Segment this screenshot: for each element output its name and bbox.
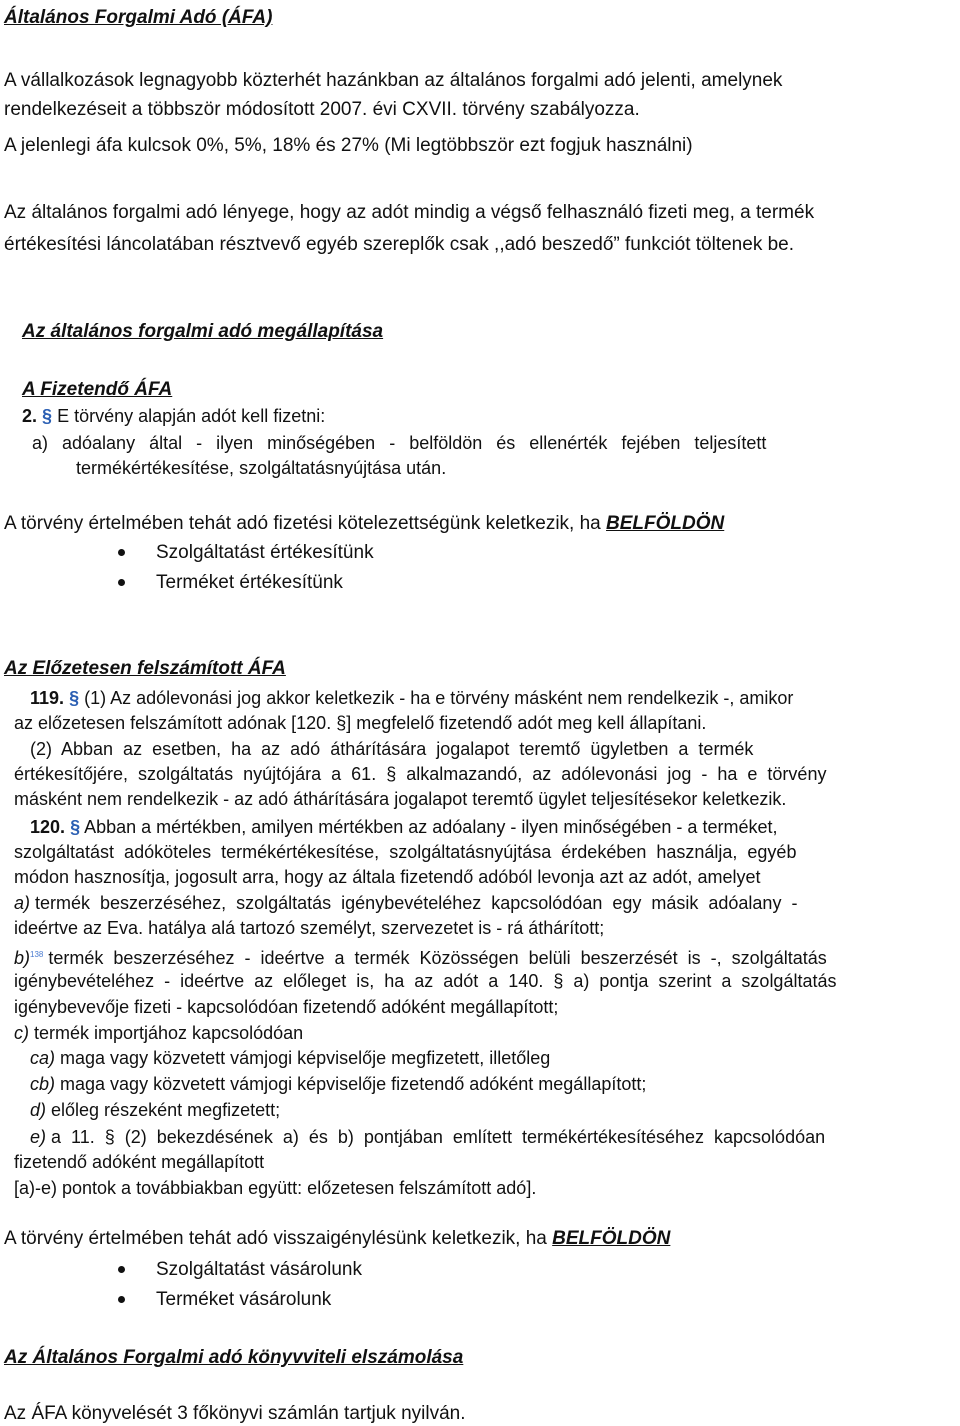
list-item: Terméket vásárolunk [156, 1289, 332, 1310]
intro-line: rendelkezéseit a többször módosított 2007. évi CXVII. törvény szabályozza. [4, 99, 640, 120]
law-line [30, 815, 777, 839]
item-letter: d) [30, 1100, 47, 1120]
law-line [14, 916, 604, 940]
bullet-icon [118, 549, 125, 556]
section-sign: § [70, 817, 81, 837]
item-letter: e) [30, 1127, 47, 1147]
law-line [14, 943, 827, 970]
list-item: Szolgáltatást vásárolunk [156, 1259, 362, 1280]
section-heading: Az Általános Forgalmi adó könyvviteli elszámolása [4, 1347, 464, 1368]
law-line [30, 1098, 280, 1122]
conclusion-line [4, 512, 724, 536]
law-line [14, 762, 826, 786]
section-heading: Az általános forgalmi adó megállapítása [22, 321, 384, 342]
section-heading: Az Előzetesen felszámított ÁFA [4, 658, 286, 679]
line-text: az előzetesen felszámított adónak [120. §] megfelelő fizetendő adót meg kell állapítani. [14, 713, 707, 733]
section-sign: § [69, 688, 80, 708]
law-line [30, 1046, 550, 1070]
law-line [14, 1021, 303, 1045]
line-text: módon hasznosítja, jogosult arra, hogy az általa fizetendő adóból levonja azt az adót, amelyet [14, 867, 761, 887]
law-item: a) adóalany által - ilyen minőségében - belföldön és ellenérték fejében teljesített [32, 433, 767, 453]
line-text: másként nem rendelkezik - az adó áthárítására jogalapot teremtő ügylet teljesítésekor keletkezik. [14, 789, 787, 809]
line-text: (1) Az adólevonási jog akkor keletkezik - ha e törvény másként nem rendelkezik -, amikor [79, 688, 794, 708]
bullet-icon [118, 1266, 125, 1273]
section-sign: § [42, 406, 53, 426]
list-item: Terméket értékesítünk [156, 572, 343, 593]
law-line [14, 865, 760, 889]
paragraph-number: 119. [30, 688, 65, 708]
paragraph-text: E törvény alapján adót kell fizetni: [57, 406, 326, 426]
page-title: Általános Forgalmi Adó (ÁFA) [4, 7, 273, 28]
line-text: előleg részeként megfizetett; [46, 1100, 281, 1120]
line-text: [a)-e) pontok a továbbiakban együtt: előzetesen felszámított adó]. [14, 1178, 537, 1198]
item-letter: ca) [30, 1048, 56, 1068]
emphasis: BELFÖLDÖN [606, 513, 725, 534]
law-line [14, 711, 706, 735]
paragraph-number: 2. [22, 406, 38, 426]
item-letter: c) [14, 1023, 29, 1043]
list-item: Szolgáltatást értékesítünk [156, 542, 374, 563]
line-text: értékesítőjére, szolgáltatás nyújtójára a 61. § alkalmazandó, az adólevonási jog - ha e törvény [14, 764, 827, 784]
line-text: termék beszerzéséhez - ideértve a termék Közösségen belüli beszerzését is -, szolgáltatás [43, 948, 827, 968]
line-text: Abban a mértékben, amilyen mértékben az adóalany - ilyen minőségében - a terméket, [80, 817, 778, 837]
line-text: a 11. § (2) bekezdésének a) és b) pontjában említett termékértékesítéséhez kapcsolódóan [46, 1127, 826, 1147]
law-paragraph [22, 404, 325, 428]
line-text: (2) Abban az esetben, ha az adó áthárítására jogalapot teremtő ügyletben a termék [30, 739, 754, 759]
line-text: maga vagy közvetett vámjogi képviselője megfizetett, illetőleg [55, 1048, 551, 1068]
law-line [30, 737, 753, 761]
line-text: maga vagy közvetett vámjogi képviselője fizetendő adóként megállapított; [55, 1074, 647, 1094]
bullet-icon [118, 579, 125, 586]
conclusion-text: A törvény értelmében tehát adó fizetési kötelezettségünk keletkezik, ha [4, 513, 607, 534]
paragraph-number: 120. [30, 817, 66, 837]
intro-line: Az általános forgalmi adó lényege, hogy az adót mindig a végső felhasználó fizeti meg, a termék [4, 202, 815, 223]
law-line [14, 840, 796, 864]
law-line [14, 1176, 536, 1200]
line-text: fizetendő adóként megállapított [14, 1152, 265, 1172]
law-line [30, 1125, 825, 1149]
line-text: szolgáltatást adóköteles termékértékesítése, szolgáltatásnyújtása érdekében használja, egyéb [14, 842, 797, 862]
law-line [14, 787, 786, 811]
line-text: termék beszerzéséhez, szolgáltatás igénybevételéhez kapcsolódóan egy másik adóalany - [30, 893, 798, 913]
law-line [14, 969, 836, 993]
law-line [14, 1150, 264, 1174]
bullet-icon [118, 1296, 125, 1303]
intro-line: A vállalkozások legnagyobb közterhét hazánkban az általános forgalmi adó jelenti, amelynek [4, 70, 783, 91]
intro-line: A jelenlegi áfa kulcsok 0%, 5%, 18% és 27% (Mi legtöbbször ezt fogjuk használni) [4, 135, 693, 156]
emphasis: BELFÖLDÖN [552, 1228, 671, 1249]
law-line [14, 891, 797, 915]
line-text: termék importjához kapcsolódóan [29, 1023, 304, 1043]
item-letter: cb) [30, 1074, 56, 1094]
law-line [30, 1072, 646, 1096]
line-text: igénybevevője fizeti - kapcsolódóan fizetendő adóként megállapított; [14, 997, 559, 1017]
body-text: Az ÁFA könyvelését 3 főkönyvi számlán tartjuk nyilván. [4, 1403, 466, 1424]
item-letter: a) [14, 893, 31, 913]
line-text: ideértve az Eva. hatálya alá tartozó személyt, szervezetet is - rá áthárított; [14, 918, 605, 938]
law-item: termékértékesítése, szolgáltatásnyújtása után. [76, 458, 447, 478]
line-text: igénybevételéhez - ideértve az előleget is, ha az adót a 140. § a) pontja szerint a szolgáltatás [14, 971, 837, 991]
conclusion-line [4, 1227, 670, 1251]
intro-line: értékesítési láncolatában résztvevő egyéb szereplők csak ,,adó beszedő” funkciót töltenek be. [4, 234, 795, 255]
law-line [30, 686, 793, 710]
footnote-link[interactable]: 138 [30, 950, 44, 959]
conclusion-text: A törvény értelmében tehát adó visszaigénylésünk keletkezik, ha [4, 1228, 553, 1249]
law-line [14, 995, 558, 1019]
section-subheading: A Fizetendő ÁFA [22, 379, 173, 400]
item-letter: b) [14, 948, 31, 968]
